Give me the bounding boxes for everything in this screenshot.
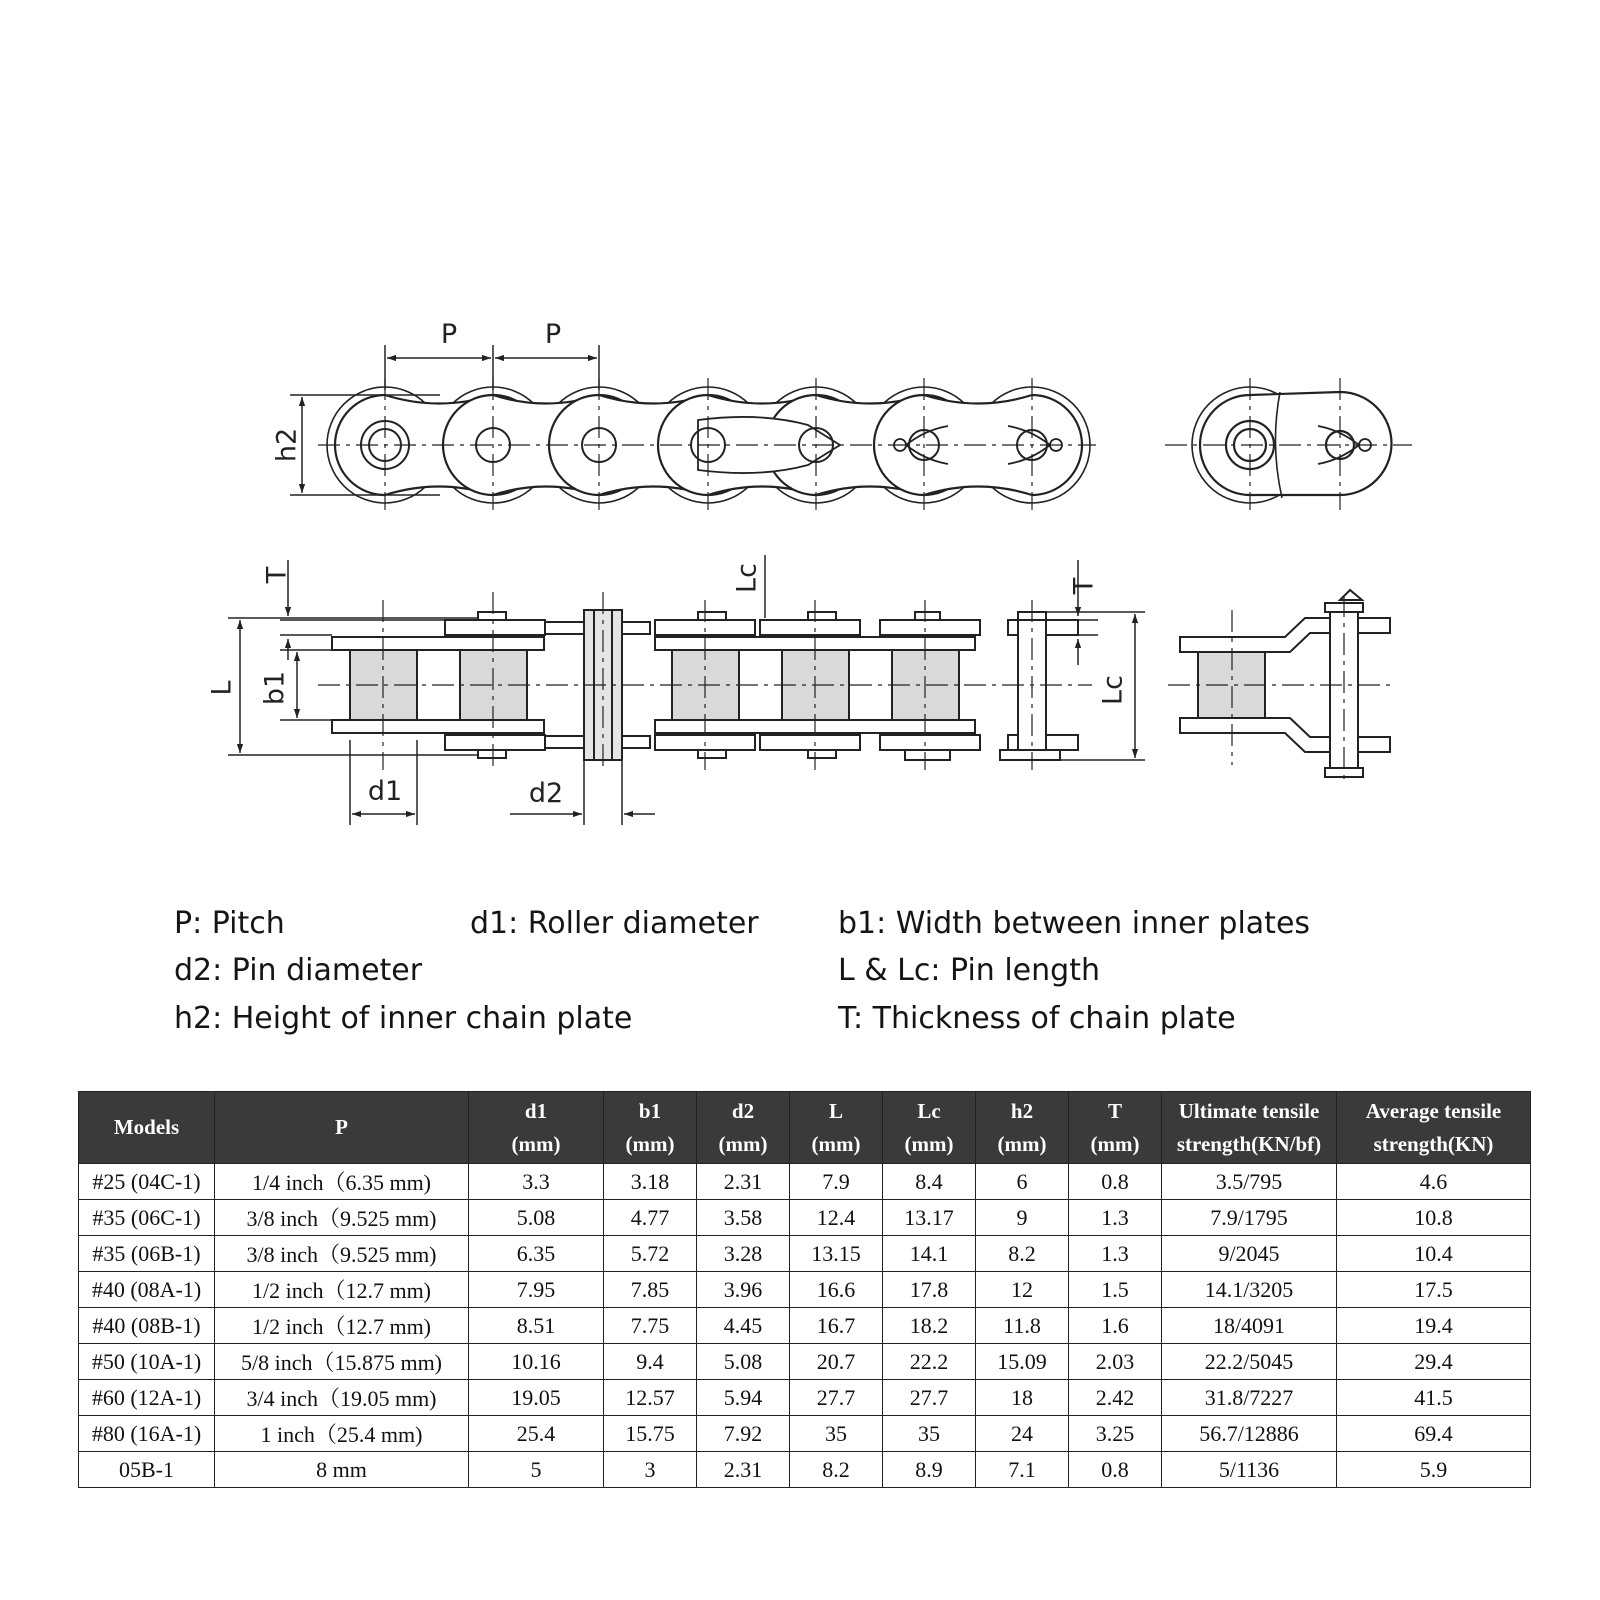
legend-plate-height: h2: Height of inner chain plate <box>174 1001 633 1036</box>
table-cell: 8.2 <box>790 1452 883 1488</box>
table-row <box>79 1380 1531 1416</box>
table-cell: 15.09 <box>976 1344 1069 1380</box>
table-cell: 7.85 <box>604 1272 697 1308</box>
table-cell: 2.42 <box>1069 1380 1162 1416</box>
table-cell: 3/8 inch（9.525 mm) <box>215 1200 469 1236</box>
pitch-label-right: P <box>544 319 562 350</box>
table-cell: 41.5 <box>1337 1380 1531 1416</box>
table-cell: #25 (04C-1) <box>79 1164 215 1200</box>
table-cell: 22.2/5045 <box>1162 1344 1337 1380</box>
legend-pin-diameter: d2: Pin diameter <box>174 953 423 988</box>
header-label: b1 <box>638 1098 662 1123</box>
table-cell: 12 <box>976 1272 1069 1308</box>
table-cell: 16.7 <box>790 1308 883 1344</box>
header-label: P <box>335 1115 348 1140</box>
table-header-cell <box>976 1092 1069 1164</box>
table-cell: 5.9 <box>1337 1452 1531 1488</box>
table-cell: 2.31 <box>697 1452 790 1488</box>
table-cell: 9/2045 <box>1162 1236 1337 1272</box>
table-row <box>79 1236 1531 1272</box>
table-cell: #40 (08A-1) <box>79 1272 215 1308</box>
table-cell: 8.9 <box>883 1452 976 1488</box>
table-cell: 6.35 <box>469 1236 604 1272</box>
table-body <box>79 1164 1531 1488</box>
table-cell: 18 <box>976 1380 1069 1416</box>
table-cell: 1 inch（25.4 mm) <box>215 1416 469 1452</box>
offset-link-side-view <box>1180 590 1390 777</box>
table-cell: 3.25 <box>1069 1416 1162 1452</box>
table-cell: 69.4 <box>1337 1416 1531 1452</box>
header-unit: strength(KN) <box>1373 1131 1494 1156</box>
table-header-row <box>79 1092 1531 1164</box>
header-unit: strength(KN/bf) <box>1176 1131 1322 1156</box>
table-cell: 31.8/7227 <box>1162 1380 1337 1416</box>
table-cell: 3.28 <box>697 1236 790 1272</box>
h2-label: h2 <box>271 427 303 463</box>
table-cell: 15.75 <box>604 1416 697 1452</box>
table-cell: 14.1 <box>883 1236 976 1272</box>
table-cell: #80 (16A-1) <box>79 1416 215 1452</box>
table-cell: 3.3 <box>469 1164 604 1200</box>
table-cell: 2.03 <box>1069 1344 1162 1380</box>
table-cell: 4.45 <box>697 1308 790 1344</box>
table-cell: 3.58 <box>697 1200 790 1236</box>
legend-inner-width: b1: Width between inner plates <box>838 906 1311 941</box>
header-label: L <box>828 1098 843 1123</box>
L-label: L <box>206 680 238 696</box>
table-cell: 4.6 <box>1337 1164 1531 1200</box>
table-cell: 35 <box>883 1416 976 1452</box>
table-cell: 19.05 <box>469 1380 604 1416</box>
table-header-cell <box>79 1092 215 1164</box>
table-cell: 5/8 inch（15.875 mm) <box>215 1344 469 1380</box>
table-header-cell <box>883 1092 976 1164</box>
table-cell: 5/1136 <box>1162 1452 1337 1488</box>
table-cell: 8.2 <box>976 1236 1069 1272</box>
table-cell: 25.4 <box>469 1416 604 1452</box>
table-cell: 8.4 <box>883 1164 976 1200</box>
table-cell: 7.9/1795 <box>1162 1200 1337 1236</box>
chain-spec-table <box>78 1091 1531 1488</box>
table-cell: 7.1 <box>976 1452 1069 1488</box>
table-cell: 20.7 <box>790 1344 883 1380</box>
table-header-cell <box>215 1092 469 1164</box>
table-cell: 35 <box>790 1416 883 1452</box>
table-cell: 7.95 <box>469 1272 604 1308</box>
table-cell: 1/4 inch（6.35 mm) <box>215 1164 469 1200</box>
table-row <box>79 1164 1531 1200</box>
table-cell: 56.7/12886 <box>1162 1416 1337 1452</box>
table-cell: 19.4 <box>1337 1308 1531 1344</box>
table-cell: 29.4 <box>1337 1344 1531 1380</box>
table-cell: #35 (06B-1) <box>79 1236 215 1272</box>
table-cell: 13.17 <box>883 1200 976 1236</box>
table-cell: 7.9 <box>790 1164 883 1200</box>
T-label-left: T <box>261 566 293 584</box>
table-cell: 13.15 <box>790 1236 883 1272</box>
header-label: T <box>1107 1098 1122 1123</box>
table-row <box>79 1308 1531 1344</box>
table-cell: 1.5 <box>1069 1272 1162 1308</box>
header-unit: (mm) <box>997 1131 1047 1156</box>
table-cell: 0.8 <box>1069 1452 1162 1488</box>
d1-label: d1 <box>367 776 403 807</box>
table-cell: 3/4 inch（19.05 mm) <box>215 1380 469 1416</box>
table-cell: 5.94 <box>697 1380 790 1416</box>
table-cell: 1.6 <box>1069 1308 1162 1344</box>
table-cell: 1.3 <box>1069 1200 1162 1236</box>
table-cell: 2.31 <box>697 1164 790 1200</box>
legend-plate-thickness: T: Thickness of chain plate <box>838 1001 1236 1036</box>
table-cell: #35 (06C-1) <box>79 1200 215 1236</box>
table-cell: 10.16 <box>469 1344 604 1380</box>
table-cell: 10.8 <box>1337 1200 1531 1236</box>
pitch-label-left: P <box>440 319 458 350</box>
table-row <box>79 1416 1531 1452</box>
legend-pitch: P: Pitch <box>174 906 285 941</box>
header-unit: (mm) <box>811 1131 861 1156</box>
table-cell: 17.5 <box>1337 1272 1531 1308</box>
header-unit: (mm) <box>904 1131 954 1156</box>
table-cell: 9 <box>976 1200 1069 1236</box>
table-cell: 9.4 <box>604 1344 697 1380</box>
table-cell: 4.77 <box>604 1200 697 1236</box>
table-row <box>79 1200 1531 1236</box>
table-cell: 8 mm <box>215 1452 469 1488</box>
table-cell: 1/2 inch（12.7 mm) <box>215 1308 469 1344</box>
table-cell: 5 <box>469 1452 604 1488</box>
table-cell: 14.1/3205 <box>1162 1272 1337 1308</box>
table-header-cell <box>604 1092 697 1164</box>
header-label: Lc <box>917 1098 941 1123</box>
T-label-right: T <box>1068 577 1100 595</box>
table-cell: 3.96 <box>697 1272 790 1308</box>
table-cell: 11.8 <box>976 1308 1069 1344</box>
header-label: h2 <box>1010 1098 1034 1123</box>
table-cell: 3/8 inch（9.525 mm) <box>215 1236 469 1272</box>
table-cell: 24 <box>976 1416 1069 1452</box>
table-header-cell <box>469 1092 604 1164</box>
table-cell: 5.72 <box>604 1236 697 1272</box>
table-cell: 18/4091 <box>1162 1308 1337 1344</box>
table-cell: #50 (10A-1) <box>79 1344 215 1380</box>
table-cell: 1/2 inch（12.7 mm) <box>215 1272 469 1308</box>
table-cell: 05B-1 <box>79 1452 215 1488</box>
table-header-cell <box>697 1092 790 1164</box>
table-cell: 10.4 <box>1337 1236 1531 1272</box>
table-cell: 8.51 <box>469 1308 604 1344</box>
header-unit: (mm) <box>718 1131 768 1156</box>
Lc-label-right: Lc <box>1097 675 1129 705</box>
table-header-cell <box>1069 1092 1162 1164</box>
header-label: Ultimate tensile <box>1178 1098 1320 1123</box>
table-cell: 5.08 <box>469 1200 604 1236</box>
chain-top-view <box>318 378 1096 510</box>
table-cell: 22.2 <box>883 1344 976 1380</box>
table-cell: 1.3 <box>1069 1236 1162 1272</box>
table-cell: 12.4 <box>790 1200 883 1236</box>
header-unit: (mm) <box>1090 1131 1140 1156</box>
table-row <box>79 1452 1531 1488</box>
header-label: Models <box>113 1115 180 1140</box>
table-cell: 7.92 <box>697 1416 790 1452</box>
table-cell: 17.8 <box>883 1272 976 1308</box>
table-cell: 27.7 <box>790 1380 883 1416</box>
table-cell: 3.5/795 <box>1162 1164 1337 1200</box>
d2-label: d2 <box>528 778 564 809</box>
table-cell: #60 (12A-1) <box>79 1380 215 1416</box>
table-cell: 27.7 <box>883 1380 976 1416</box>
table-cell: 6 <box>976 1164 1069 1200</box>
header-unit: (mm) <box>511 1131 561 1156</box>
header-label: d2 <box>731 1098 755 1123</box>
table-cell: 7.75 <box>604 1308 697 1344</box>
table-cell: 12.57 <box>604 1380 697 1416</box>
table-cell: 5.08 <box>697 1344 790 1380</box>
table-cell: 3.18 <box>604 1164 697 1200</box>
pitch-dimension <box>385 345 599 390</box>
table-cell: 3 <box>604 1452 697 1488</box>
table-cell: 18.2 <box>883 1308 976 1344</box>
table-cell: 0.8 <box>1069 1164 1162 1200</box>
table-row <box>79 1344 1531 1380</box>
table-header-cell <box>1162 1092 1337 1164</box>
header-label: Average tensile <box>1365 1098 1502 1123</box>
table-cell: 16.6 <box>790 1272 883 1308</box>
b1-label: b1 <box>259 670 291 706</box>
table-row <box>79 1272 1531 1308</box>
legend-pin-length: L & Lc: Pin length <box>838 953 1100 988</box>
legend-roller-diameter: d1: Roller diameter <box>470 906 759 941</box>
header-unit: (mm) <box>625 1131 675 1156</box>
table-header-cell <box>790 1092 883 1164</box>
Lc-label-top: Lc <box>731 563 763 593</box>
table-cell: #40 (08B-1) <box>79 1308 215 1344</box>
table-header-cell <box>1337 1092 1531 1164</box>
offset-link-top-view <box>1165 378 1412 510</box>
header-label: d1 <box>524 1098 548 1123</box>
